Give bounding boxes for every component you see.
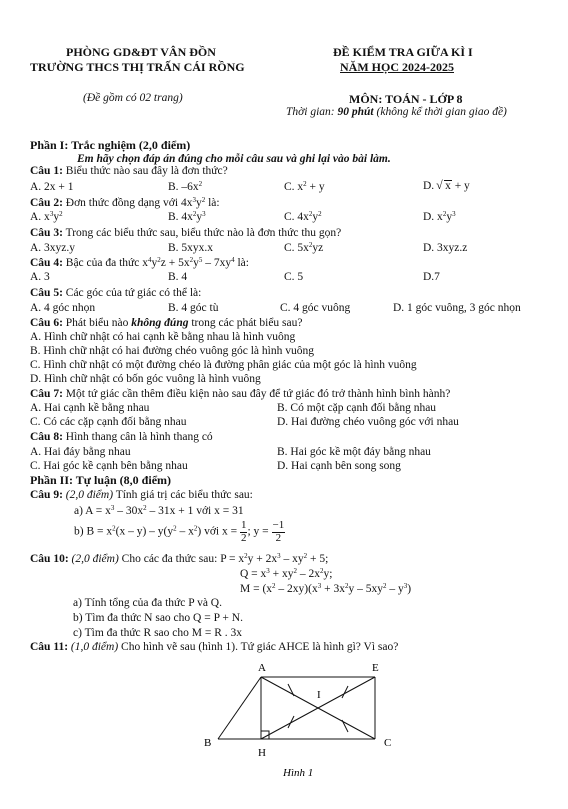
q8-option-a: A. Hai đáy bằng nhau bbox=[30, 446, 131, 458]
q7-option-d: D. Hai đường chéo vuông góc với nhau bbox=[277, 416, 459, 428]
point-label-a: A bbox=[258, 662, 266, 674]
q5-option-a: A. 4 góc nhọn bbox=[30, 302, 96, 314]
q7-option-c: C. Có các cặp cạnh đối bằng nhau bbox=[30, 416, 187, 428]
q9-part-a: a) $A = x^3 - 30x^2 - 31x + 1$ với x = 31 bbox=[74, 504, 244, 517]
q3-option-a: A. 3xyz.y bbox=[30, 242, 76, 254]
question-1: Câu 1: Biểu thức nào sau đây là đơn thức? bbox=[30, 165, 228, 177]
q10-poly-q: $Q = x^3 + xy^2 - 2x^2y$; bbox=[240, 567, 333, 580]
q5-option-d: D. 1 góc vuông, 3 góc nhọn bbox=[393, 302, 521, 314]
sqrt-x: x √ bbox=[436, 178, 451, 192]
question-9: Câu 9: (2,0 điểm) Tính giá trị các biểu thức sau: bbox=[30, 489, 253, 501]
question-7: Câu 7: Một tứ giác cần thêm điều kiện nào sau đây để tứ giác đó trở thành hình bình hành? bbox=[30, 388, 451, 400]
q3-option-c: C. $5x^2yz$ bbox=[284, 241, 324, 254]
q2-option-b: B. $4x^2y^3$ bbox=[168, 210, 206, 223]
q5-option-b: B. 4 góc tù bbox=[168, 302, 219, 314]
q1-option-a: A. 2x + 1 bbox=[30, 181, 74, 193]
point-label-i: I bbox=[317, 689, 321, 701]
q6-option-b: B. Hình chữ nhật có hai đường chéo vuông góc là hình vuông bbox=[30, 345, 314, 357]
q3-option-b: B. 5xyx.x bbox=[168, 242, 214, 254]
q4-option-d: D.7 bbox=[423, 271, 440, 283]
time-limit: Thời gian: 90 phút (không kể thời gian giao đề) bbox=[286, 106, 507, 118]
q2-option-a: A. $x^3y^2$ bbox=[30, 210, 63, 223]
fraction-one-half: $\frac{1}{2}$ bbox=[240, 519, 247, 544]
figure-caption: Hình 1 bbox=[283, 767, 314, 779]
q10-part-a: a) Tính tổng của đa thức P và Q. bbox=[73, 597, 222, 609]
q4-option-c: C. 5 bbox=[284, 271, 304, 283]
q2-option-d: D. $x^2y^3$ bbox=[423, 210, 456, 223]
question-6: Câu 6: Phát biểu nào không đúng trong các phát biểu sau? bbox=[30, 317, 303, 329]
q2-option-c: C. $4x^2y^2$ bbox=[284, 210, 322, 223]
exam-title: ĐỀ KIỂM TRA GIỮA KÌ I bbox=[333, 45, 473, 59]
q10-part-c: c) Tìm đa thức R sao cho M = R . 3x bbox=[73, 627, 243, 639]
q10-poly-m: $M = (x^2 - 2xy)(x^3 + 3x^2y - 5xy^2 - y^3)$ bbox=[240, 582, 412, 595]
department-name: PHÒNG GD&ĐT VÂN ĐỒN bbox=[66, 45, 216, 59]
q1-option-b: B. $-6x^2$ bbox=[168, 180, 203, 193]
school-year: NĂM HỌC 2024-2025 bbox=[340, 60, 454, 74]
q4-option-a: A. 3 bbox=[30, 271, 50, 283]
q5-option-c: C. 4 góc vuông bbox=[280, 302, 351, 314]
question-4: Câu 4: Bậc của đa thức $x^4y^2z + 5x^2y^5 - 7xy^4$ là: bbox=[30, 256, 249, 269]
q6-option-a: A. Hình chữ nhật có hai cạnh kề bằng nhau là hình vuông bbox=[30, 331, 296, 343]
fraction-neg-one-half: $\frac{-1}{2}$ bbox=[272, 519, 285, 544]
q3-option-d: D. 3xyz.z bbox=[423, 242, 468, 254]
question-10: Câu 10: (2,0 điểm) Cho các đa thức sau: $P = x^2y + 2x^3 - xy^2 + 5$; bbox=[30, 552, 329, 565]
q4-option-b: B. 4 bbox=[168, 271, 188, 283]
tick-mark bbox=[342, 720, 348, 732]
point-label-e: E bbox=[372, 662, 379, 674]
q8-option-c: C. Hai góc kề cạnh bên bằng nhau bbox=[30, 460, 188, 472]
q1-option-d: D. x √ + y bbox=[423, 178, 470, 192]
q7-option-a: A. Hai cạnh kề bằng nhau bbox=[30, 402, 150, 414]
q8-option-d: D. Hai cạnh bên song song bbox=[277, 460, 401, 472]
part1-instruction: Em hãy chọn đáp án đúng cho mỗi câu sau và ghi lại vào bài làm. bbox=[77, 153, 391, 165]
question-8: Câu 8: Hình thang cân là hình thang có bbox=[30, 431, 213, 443]
question-5: Câu 5: Các góc của tứ giác có thể là: bbox=[30, 287, 202, 299]
part2-title: Phần II: Tự luận (8,0 điểm) bbox=[30, 473, 172, 487]
q1-option-c: C. $x^2 + y$ bbox=[284, 180, 325, 193]
q7-option-b: B. Có một cặp cạnh đối bằng nhau bbox=[277, 402, 437, 414]
question-11: Câu 11: (1,0 điểm) Cho hình vẽ sau (hình 1). Tứ giác AHCE là hình gì? Vì sao? bbox=[30, 641, 399, 653]
q10-part-b: b) Tìm đa thức N sao cho Q = P + N. bbox=[73, 612, 243, 624]
pages-note: (Đề gồm có 02 trang) bbox=[83, 92, 183, 104]
part1-title: Phần I: Trắc nghiệm (2,0 điểm) bbox=[30, 138, 191, 152]
q8-option-b: B. Hai góc kề một đáy bằng nhau bbox=[277, 446, 431, 458]
tick-mark bbox=[288, 684, 294, 696]
point-label-b: B bbox=[204, 737, 212, 749]
q9-part-b: b) $B = x^2(x - y) - y(y^2 - x^2)$ với x = $\frac{1}{2}$ ; y = $\frac{-1}{2}$ bbox=[74, 519, 285, 544]
subject: MÔN: TOÁN - LỚP 8 bbox=[349, 92, 463, 106]
point-label-c: C bbox=[384, 737, 392, 749]
q6-option-d: D. Hình chữ nhật có bốn góc vuông là hình vuông bbox=[30, 373, 261, 385]
segment-ab bbox=[218, 677, 261, 739]
school-name: TRƯỜNG THCS THỊ TRẤN CÁI RỒNG bbox=[30, 60, 245, 74]
question-2: Câu 2: Đơn thức đồng dạng với $4x^3y^2$ là: bbox=[30, 196, 220, 209]
q6-option-c: C. Hình chữ nhật có một đường chéo là đường phân giác của một góc là hình vuông bbox=[30, 359, 417, 371]
question-3: Câu 3: Trong các biểu thức sau, biểu thức nào là đơn thức thu gọn? bbox=[30, 227, 342, 239]
point-label-h: H bbox=[258, 747, 266, 759]
